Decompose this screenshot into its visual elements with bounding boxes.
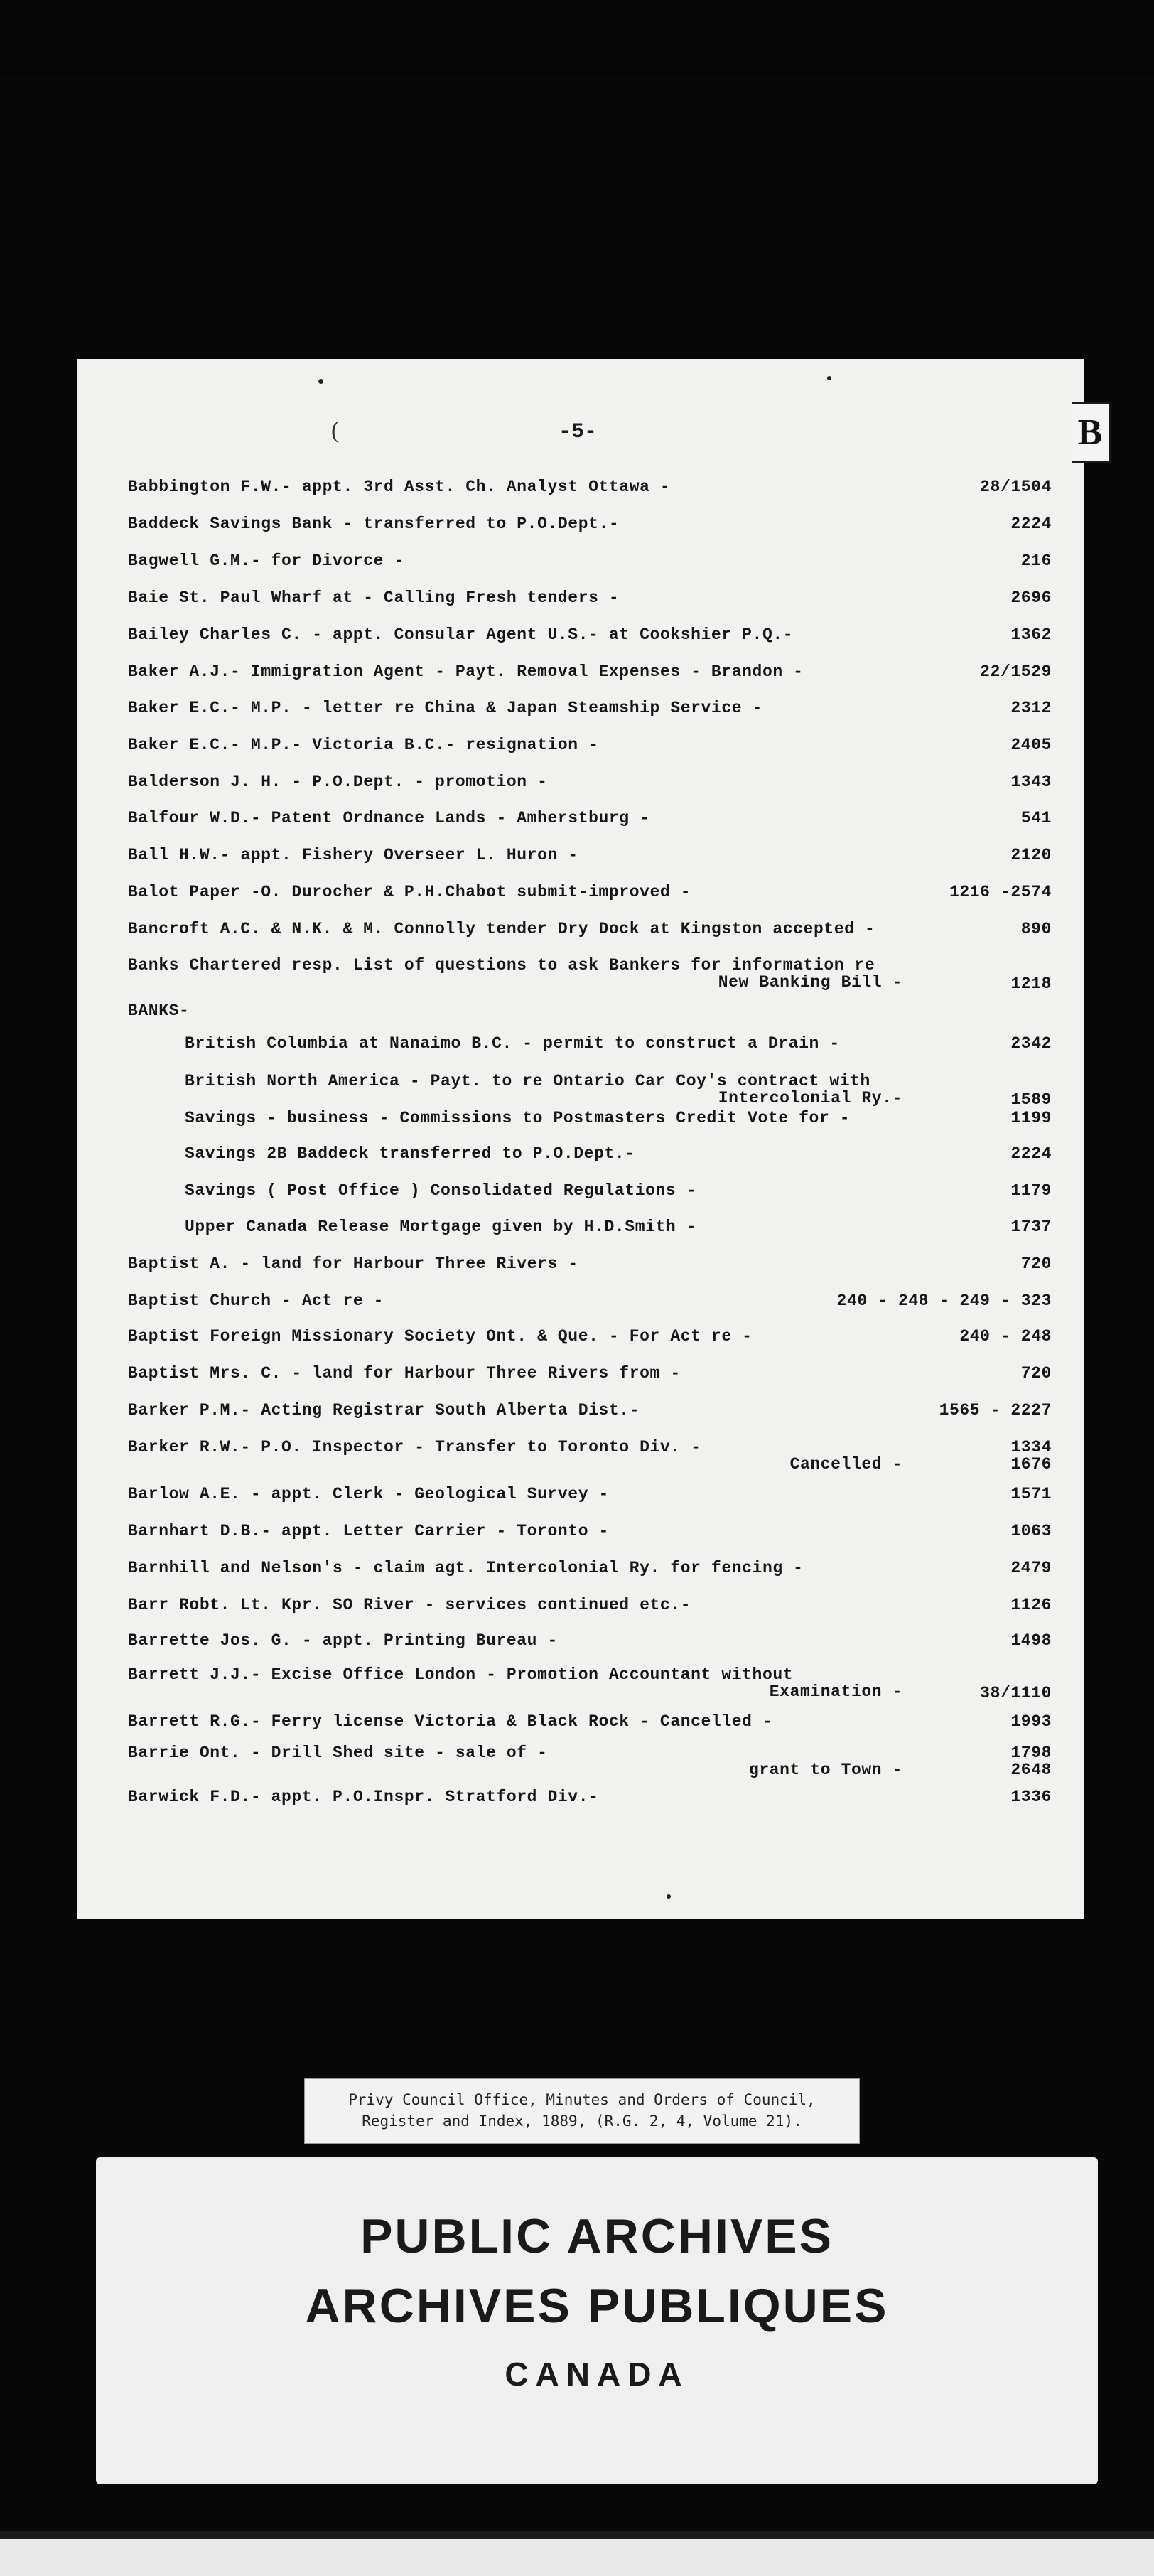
entry-page-refs: 240 - 248: [959, 1327, 1052, 1346]
entry-page-refs: 22/1529: [980, 662, 1052, 681]
index-entry: [128, 1559, 1052, 1587]
entry-title: Baddeck Savings Bank - transferred to P.O.Dept.-: [128, 515, 620, 533]
entry-title: Barrie Ont. - Drill Shed site - sale of -: [128, 1744, 548, 1762]
entry-page-refs: 2312: [1010, 699, 1052, 717]
entry-page-refs: 1063: [1010, 1522, 1052, 1540]
entry-page-refs: 2224: [1010, 515, 1052, 533]
entry-title: Barker P.M.- Acting Registrar South Alberta Dist.-: [128, 1401, 640, 1420]
index-entry: [128, 1144, 1052, 1173]
entry-page-refs: 1589: [1010, 1090, 1052, 1109]
scan-dot: [318, 379, 323, 384]
entry-title: Babbington F.W.- appt. 3rd Asst. Ch. Analyst Ottawa -: [128, 478, 671, 496]
entry-page-refs: 720: [1020, 1364, 1052, 1383]
entry-page-refs-extra: 1676: [1010, 1455, 1052, 1474]
index-letter-tab: [1072, 402, 1111, 463]
entry-title: Balot Paper -O. Durocher & P.H.Chabot submit-improved -: [128, 883, 691, 901]
entry-title: Barlow A.E. - appt. Clerk - Geological Survey -: [128, 1485, 609, 1503]
entry-page-refs: 1362: [1010, 626, 1052, 644]
entry-page-refs: 2696: [1010, 589, 1052, 607]
index-entry: [128, 1292, 1052, 1320]
index-entry: [128, 1109, 1052, 1137]
entry-title: Barrett J.J.- Excise Office London - Promotion Accountant without: [128, 1665, 794, 1684]
index-entry: [128, 515, 1052, 543]
index-entry: [128, 552, 1052, 580]
index-entry: [128, 699, 1052, 727]
entry-title: Baptist Mrs. C. - land for Harbour Three Rivers from -: [128, 1364, 681, 1383]
index-entry: [128, 626, 1052, 654]
index-entry: [128, 1255, 1052, 1283]
entry-title: Barwick F.D.- appt. P.O.Inspr. Stratford Div.-: [128, 1788, 599, 1806]
entry-page-refs: 38/1110: [980, 1684, 1052, 1702]
index-entry: [128, 1596, 1052, 1624]
entry-title: Upper Canada Release Mortgage given by H.D.Smith -: [185, 1218, 697, 1236]
entry-title: Bancroft A.C. & N.K. & M. Connolly tender Dry Dock at Kingston accepted -: [128, 920, 875, 938]
entry-title: Barnhill and Nelson's - claim agt. Intercolonial Ry. for fencing -: [128, 1559, 804, 1577]
entry-page-refs: 1571: [1010, 1485, 1052, 1503]
index-entry: [128, 589, 1052, 617]
index-entry: [128, 1522, 1052, 1550]
index-entry: [128, 956, 1052, 1002]
entry-page-refs: 216: [1020, 552, 1052, 570]
entry-page-refs: 1216 -2574: [949, 883, 1052, 901]
entry-page-refs-extra: 2648: [1010, 1761, 1052, 1779]
entry-page-refs: 1336: [1010, 1788, 1052, 1806]
entry-title: Baptist Church - Act re -: [128, 1292, 384, 1310]
index-entry: [128, 883, 1052, 911]
entry-title-continued: New Banking Bill -: [718, 973, 902, 992]
index-entry: [128, 662, 1052, 691]
index-entry: [128, 809, 1052, 837]
archive-caption: [304, 2078, 860, 2144]
entry-title: Baptist A. - land for Harbour Three Rivers -: [128, 1255, 578, 1273]
entry-page-refs: 1126: [1010, 1596, 1052, 1614]
entry-page-refs: 2224: [1010, 1144, 1052, 1163]
film-border-bottom: [0, 2539, 1154, 2576]
archives-country: CANADA: [505, 2356, 689, 2393]
entry-page-refs: 2405: [1010, 736, 1052, 754]
entry-page-refs: 1565 - 2227: [939, 1401, 1052, 1420]
scan-dot: [667, 1894, 671, 1899]
entry-page-refs: 720: [1020, 1255, 1052, 1273]
entry-title: British North America - Payt. to re Ontario Car Coy's contract with: [185, 1072, 870, 1090]
entry-title-continued: Intercolonial Ry.-: [718, 1089, 902, 1107]
film-border-top: [0, 0, 1154, 78]
entry-page-refs: 2120: [1010, 846, 1052, 864]
entry-title: Savings - business - Commissions to Postmasters Credit Vote for -: [185, 1109, 851, 1127]
entry-page-refs: 1343: [1010, 773, 1052, 791]
caption-line-2: Register and Index, 1889, (R.G. 2, 4, Volume 21).: [362, 2113, 802, 2130]
entry-page-refs: 890: [1020, 920, 1052, 938]
index-entry: [128, 1712, 1052, 1741]
entry-page-refs: 1993: [1010, 1712, 1052, 1731]
entry-page-refs: 1179: [1010, 1181, 1052, 1200]
pencil-mark: (: [331, 417, 340, 444]
entry-title: Baptist Foreign Missionary Society Ont. & Que. - For Act re -: [128, 1327, 753, 1346]
entry-title: Baker A.J.- Immigration Agent - Payt. Removal Expenses - Brandon -: [128, 662, 804, 681]
entry-page-refs: 1218: [1010, 975, 1052, 993]
entry-title: Barr Robt. Lt. Kpr. SO River - services continued etc.-: [128, 1596, 691, 1614]
index-entry: [128, 773, 1052, 801]
entry-title: Bailey Charles C. - appt. Consular Agent U.S.- at Cookshier P.Q.-: [128, 626, 794, 644]
entry-title: Barker R.W.- P.O. Inspector - Transfer to Toronto Div. -: [128, 1438, 701, 1456]
index-entry: [128, 1002, 1052, 1030]
entry-title: Savings 2B Baddeck transferred to P.O.Dept.-: [185, 1144, 635, 1163]
entry-title: Bagwell G.M.- for Divorce -: [128, 552, 404, 570]
entry-title: Balfour W.D.- Patent Ordnance Lands - Amherstburg -: [128, 809, 650, 827]
index-entry: [128, 1665, 1052, 1711]
entry-page-refs: 1199: [1010, 1109, 1052, 1127]
entry-title: Savings ( Post Office ) Consolidated Regulations -: [185, 1181, 697, 1200]
index-entry: [128, 1401, 1052, 1429]
entry-title: Balderson J. H. - P.O.Dept. - promotion -: [128, 773, 548, 791]
index-entry: [128, 1788, 1052, 1816]
entry-title-continued: Examination -: [769, 1683, 902, 1701]
entry-page-refs: 1498: [1010, 1631, 1052, 1650]
entry-title: Barrette Jos. G. - appt. Printing Bureau -: [128, 1631, 558, 1650]
index-entry: [128, 1744, 1052, 1789]
entry-page-refs: 2342: [1010, 1034, 1052, 1053]
index-entry: [128, 478, 1052, 506]
entry-title-continued: Cancelled -: [789, 1455, 902, 1474]
entry-page-refs: 2479: [1010, 1559, 1052, 1577]
entry-title: Baker E.C.- M.P.- Victoria B.C.- resignation -: [128, 736, 599, 754]
index-entry: [128, 1364, 1052, 1392]
entry-title: Baie St. Paul Wharf at - Calling Fresh tenders -: [128, 589, 620, 607]
entry-title: Barnhart D.B.- appt. Letter Carrier - Toronto -: [128, 1522, 609, 1540]
index-entry: [128, 1034, 1052, 1063]
archives-title-english: PUBLIC ARCHIVES: [360, 2209, 834, 2263]
entry-page-refs: 1798: [1010, 1744, 1052, 1762]
index-entry: [128, 1181, 1052, 1210]
index-letter: B: [1077, 412, 1103, 453]
archives-stamp-card: [96, 2157, 1098, 2484]
entry-page-refs: 1737: [1010, 1218, 1052, 1236]
entry-title: Barrett R.G.- Ferry license Victoria & Black Rock - Cancelled -: [128, 1712, 773, 1731]
archives-title-french: ARCHIVES PUBLIQUES: [305, 2279, 889, 2333]
scan-dot: [827, 376, 831, 380]
index-entry: [128, 1631, 1052, 1660]
index-entry: [128, 920, 1052, 948]
index-entry: [128, 1485, 1052, 1513]
page-number: -5-: [559, 420, 598, 444]
entry-title: BANKS-: [128, 1002, 190, 1020]
entry-page-refs: 240 - 248 - 249 - 323: [836, 1292, 1052, 1310]
index-entry: [128, 1218, 1052, 1246]
index-entry: [128, 846, 1052, 874]
entry-page-refs: 28/1504: [980, 478, 1052, 496]
document-page: [77, 359, 1103, 1919]
entry-title: Ball H.W.- appt. Fishery Overseer L. Huron -: [128, 846, 578, 864]
entry-title: Banks Chartered resp. List of questions to ask Bankers for information re: [128, 956, 875, 975]
entry-title-continued: grant to Town -: [748, 1761, 902, 1779]
entry-page-refs: 1334: [1010, 1438, 1052, 1456]
entry-title: Baker E.C.- M.P. - letter re China & Japan Steamship Service -: [128, 699, 762, 717]
index-entry: [128, 736, 1052, 764]
index-entry: [128, 1327, 1052, 1356]
index-entry: [128, 1438, 1052, 1483]
entry-page-refs: 541: [1020, 809, 1052, 827]
caption-line-1: Privy Council Office, Minutes and Orders of Council,: [348, 2091, 816, 2108]
entry-title: British Columbia at Nanaimo B.C. - permit to construct a Drain -: [185, 1034, 840, 1053]
